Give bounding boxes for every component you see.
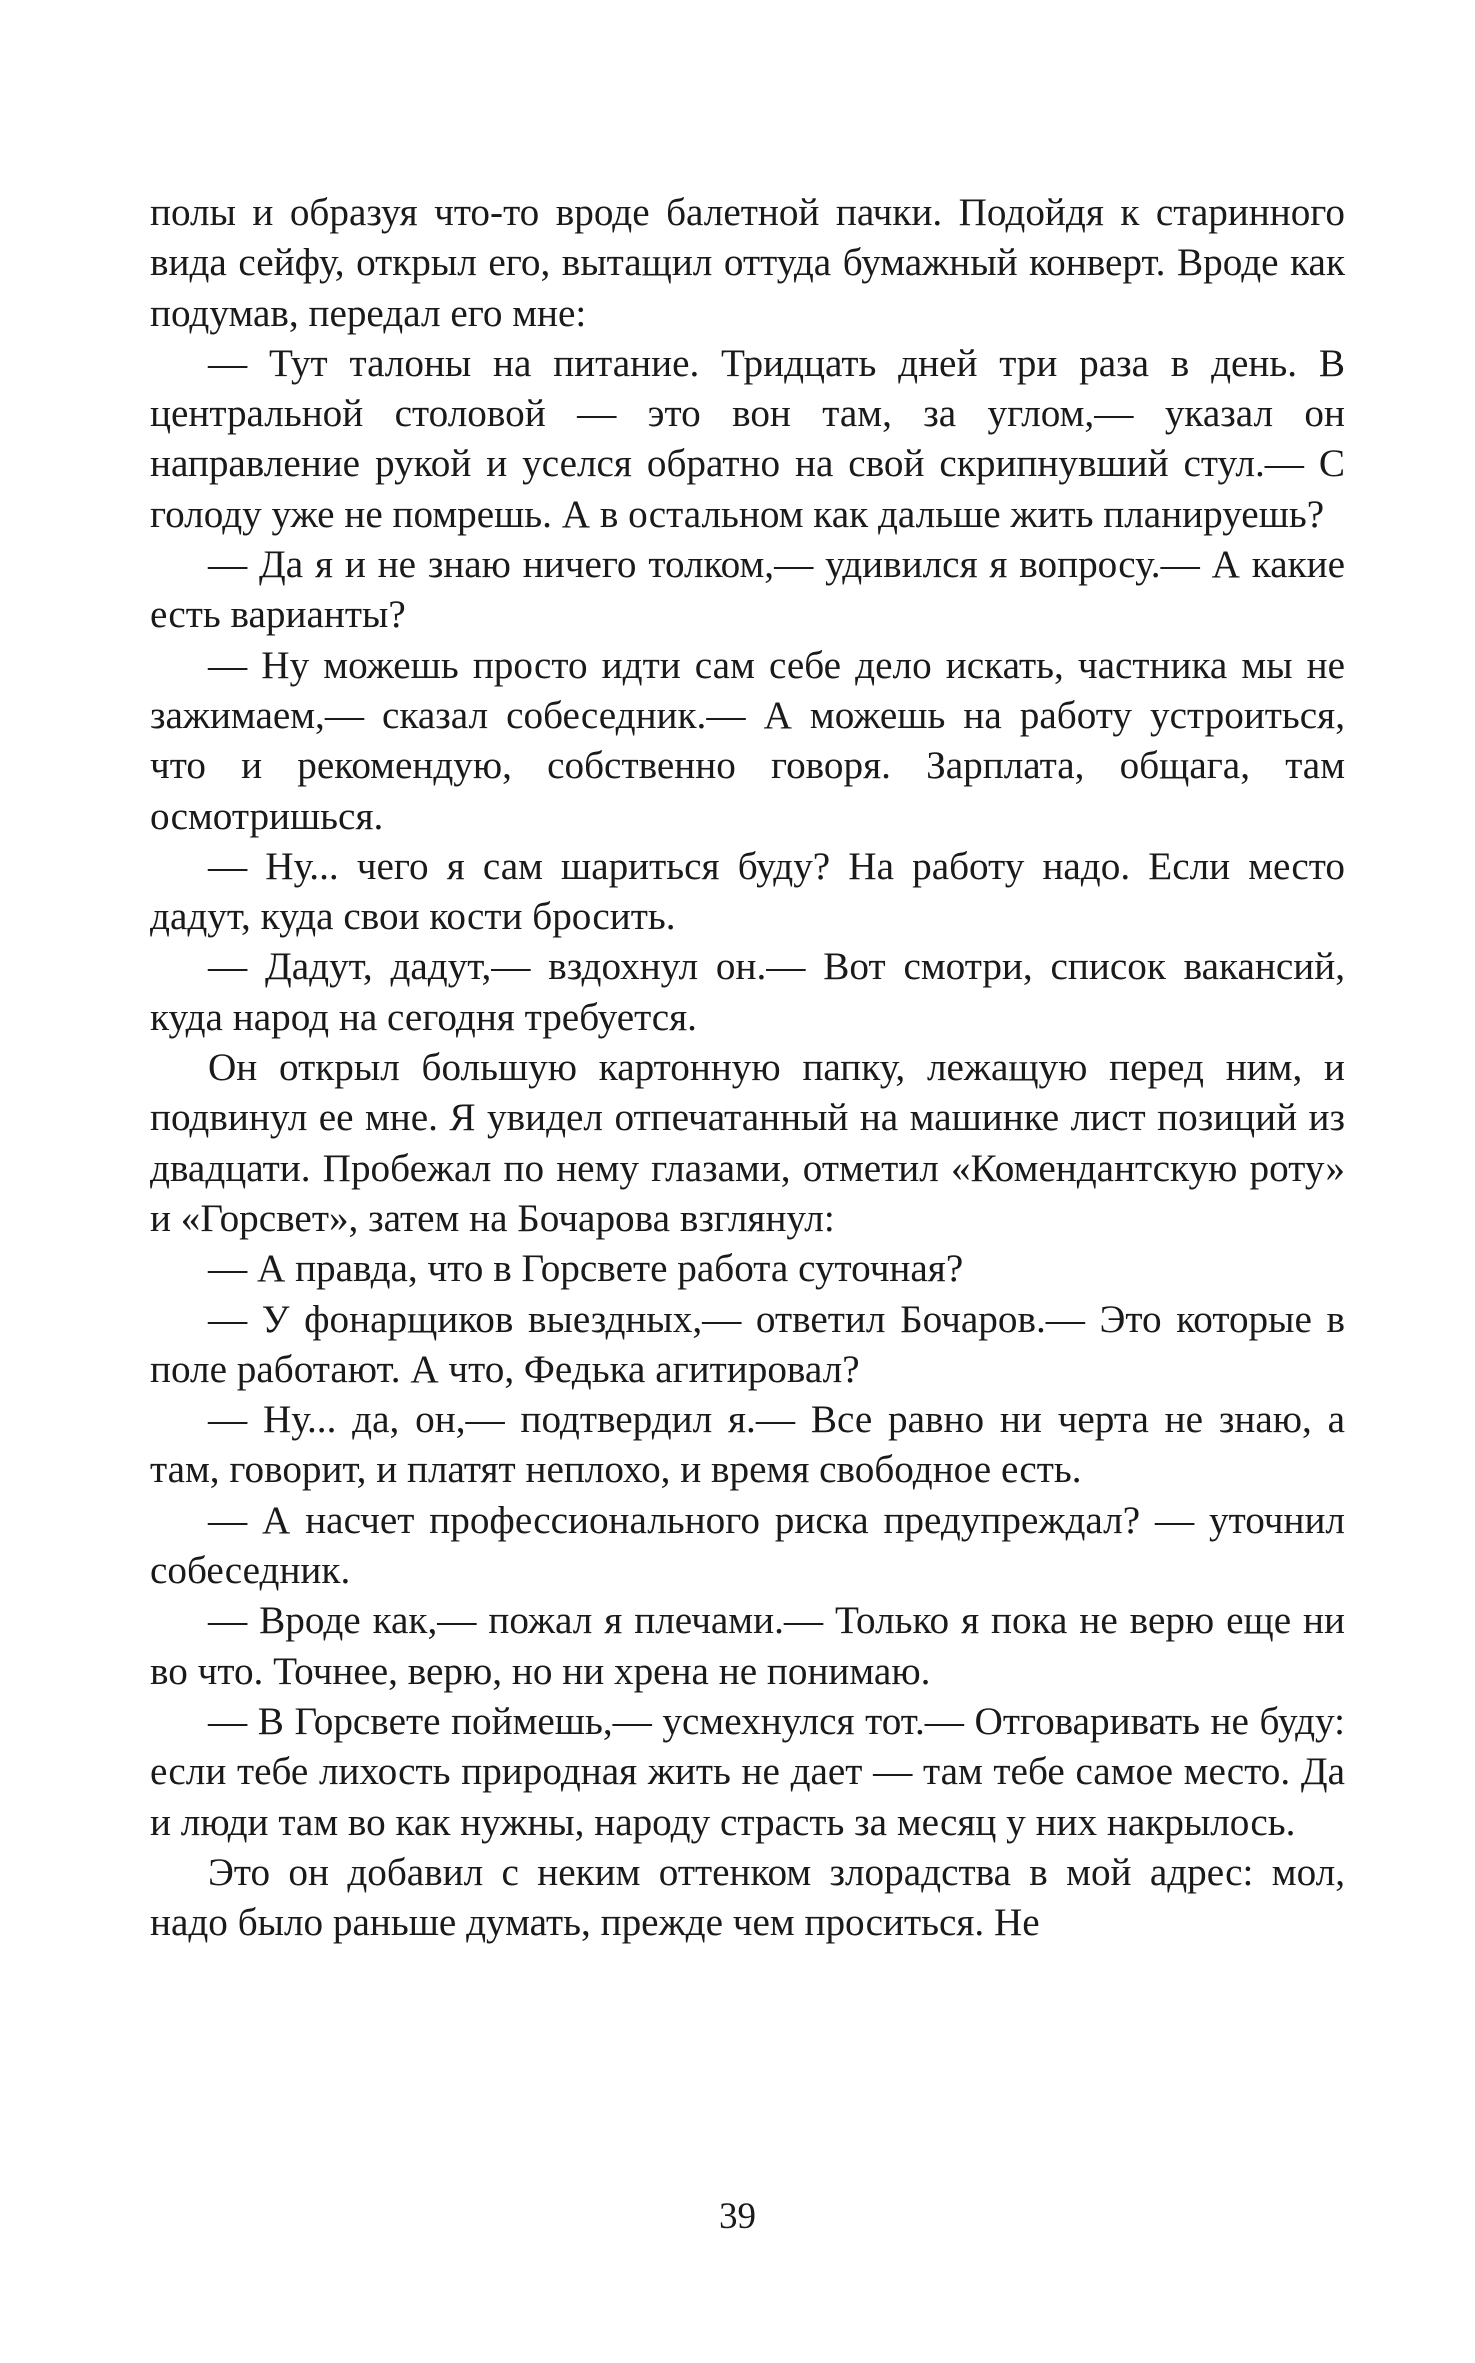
paragraph: полы и образуя что-то вроде балетной пачки. Подойдя к старинного вида сейфу, открыл его, вытащил оттуда бумажный конверт. Вроде как подумав, передал его мне: [150,191,1345,335]
paragraph: — Тут талоны на питание. Тридцать дней три раза в день. В центральной столовой — это вон там, за углом,— указал он направление рукой и уселся обратно на свой скрипнувший стул.— С голоду уже не помрешь. А в остальном как дальше жить планируешь? [150,341,1345,536]
paragraph: Он открыл большую картонную папку, лежащую перед ним, и подвинул ее мне. Я увидел отпечатанный на машинке лист позиций из двадцати. Пробежал по нему глазами, отметил «Комендантскую роту» и «Горсвет», затем на Бочарова взглянул: [150,1046,1345,1240]
paragraph: — В Горсвете поймешь,— усмехнулся тот.— Отговаривать не буду: если тебе лихость природная жить не дает — там тебе самое место. Да и люди там во как нужны, народу страсть за месяц у них накрылось. [150,1699,1345,1844]
page-body [150,188,1345,1948]
page-number: 39 [719,2196,756,2237]
paragraph: — Ну... да, он,— подтвердил я.— Все равно ни черта не знаю, а там, говорит, и платят неплохо, и время свободное есть. [150,1398,1345,1492]
paragraph: — У фонарщиков выездных,— ответил Бочаров.— Это которые в поле работают. А что, Федька агитировал? [150,1297,1345,1391]
paragraph: — Ну можешь просто идти сам себе дело искать, частника мы не зажимаем,— сказал собеседник.— А можешь на работу устроиться, что и рекомендую, собственно говоря. Зарплата, общага, там осмотришься. [150,643,1345,838]
paragraph: — Вроде как,— пожал я плечами.— Только я пока не верю еще ни во что. Точнее, верю, но ни хрена не понимаю. [150,1599,1345,1693]
paragraph: — А насчет профессионального риска предупреждал? — уточнил собеседник. [150,1498,1345,1593]
paragraph: — Ну... чего я сам шариться буду? На работу надо. Если место дадут, куда свои кости бросить. [150,844,1345,939]
paragraph: — Дадут, дадут,— вздохнул он.— Вот смотри, список вакансий, куда народ на сегодня требуется. [150,945,1345,1039]
paragraph: — А правда, что в Горсвете работа суточная? [208,1247,964,1291]
paragraph: — Да я и не знаю ничего толком,— удивился я вопросу.— А какие есть варианты? [150,543,1345,637]
paragraph: Это он добавил с неким оттенком злорадства в мой адрес: мол, надо было раньше думать, прежде чем проситься. Не [150,1850,1345,1945]
